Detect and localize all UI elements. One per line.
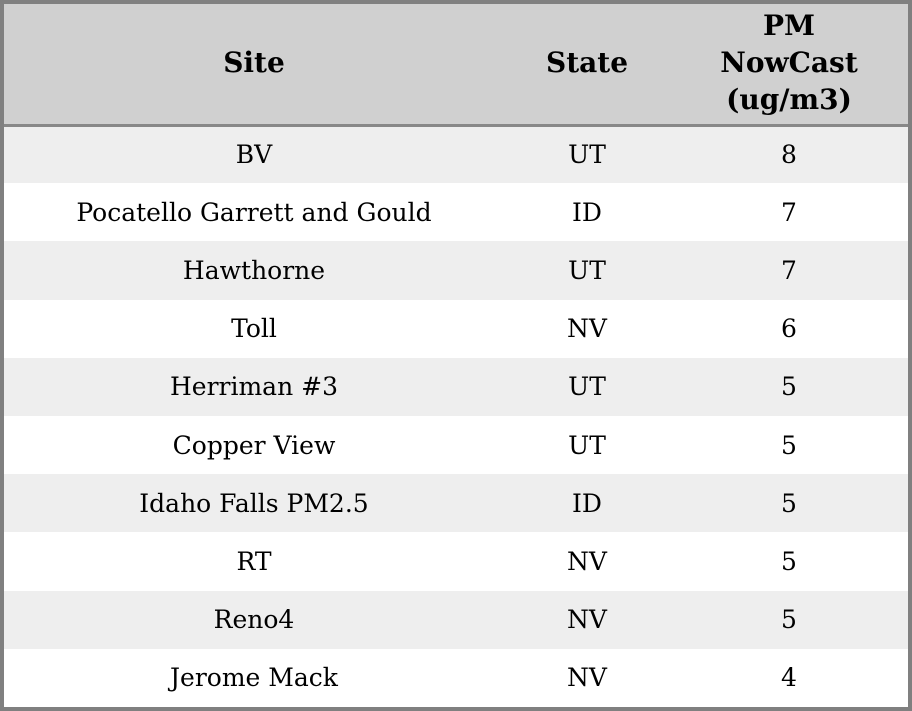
table-body bbox=[4, 125, 908, 707]
cell-state: NV bbox=[567, 314, 607, 344]
column-header-site-label: Site bbox=[223, 46, 285, 80]
cell-site: Toll bbox=[231, 314, 277, 344]
table-row bbox=[4, 591, 908, 649]
cell-pm_nowcast: 4 bbox=[781, 663, 797, 693]
cell-state: ID bbox=[572, 488, 602, 518]
cell-state: UT bbox=[568, 430, 606, 460]
cell-state: NV bbox=[567, 663, 607, 693]
column-header-pm-nowcast bbox=[670, 4, 908, 125]
column-header-state bbox=[504, 4, 670, 125]
cell-site: Idaho Falls PM2.5 bbox=[139, 488, 369, 518]
cell-state: UT bbox=[568, 255, 606, 285]
cell-pm_nowcast: 5 bbox=[781, 372, 797, 402]
table-header bbox=[4, 4, 908, 125]
cell-site: Copper View bbox=[172, 430, 336, 460]
header-row bbox=[4, 4, 908, 125]
column-header-state-label: State bbox=[545, 46, 629, 80]
cell-site: Hawthorne bbox=[182, 255, 326, 285]
cell-pm_nowcast: 8 bbox=[781, 140, 797, 170]
cell-state: NV bbox=[567, 605, 607, 635]
cell-site: Reno4 bbox=[213, 605, 295, 635]
table-row bbox=[4, 649, 908, 707]
cell-pm_nowcast: 5 bbox=[781, 430, 797, 460]
cell-pm_nowcast: 7 bbox=[781, 197, 797, 227]
pm-nowcast-table bbox=[4, 4, 908, 707]
table-row bbox=[4, 241, 908, 299]
cell-site: BV bbox=[235, 140, 273, 170]
cell-state: ID bbox=[572, 197, 602, 227]
cell-pm_nowcast: 5 bbox=[781, 488, 797, 518]
table-row bbox=[4, 532, 908, 590]
column-header-pm-nowcast-label: PM NowCast (ug/m3) bbox=[720, 9, 858, 117]
cell-pm_nowcast: 7 bbox=[781, 255, 797, 285]
cell-site: Jerome Mack bbox=[170, 663, 338, 693]
table-row bbox=[4, 300, 908, 358]
table-row bbox=[4, 358, 908, 416]
cell-state: UT bbox=[568, 372, 606, 402]
column-header-site bbox=[4, 4, 504, 125]
table-row bbox=[4, 474, 908, 532]
table-row bbox=[4, 416, 908, 474]
cell-state: NV bbox=[567, 546, 607, 576]
cell-pm_nowcast: 6 bbox=[781, 314, 797, 344]
cell-state: UT bbox=[568, 140, 606, 170]
table-row bbox=[4, 183, 908, 241]
table-row bbox=[4, 125, 908, 183]
cell-site: RT bbox=[236, 546, 272, 576]
cell-site: Pocatello Garrett and Gould bbox=[76, 197, 432, 227]
cell-site: Herriman #3 bbox=[169, 372, 338, 402]
cell-pm_nowcast: 5 bbox=[781, 546, 797, 576]
cell-pm_nowcast: 5 bbox=[781, 605, 797, 635]
